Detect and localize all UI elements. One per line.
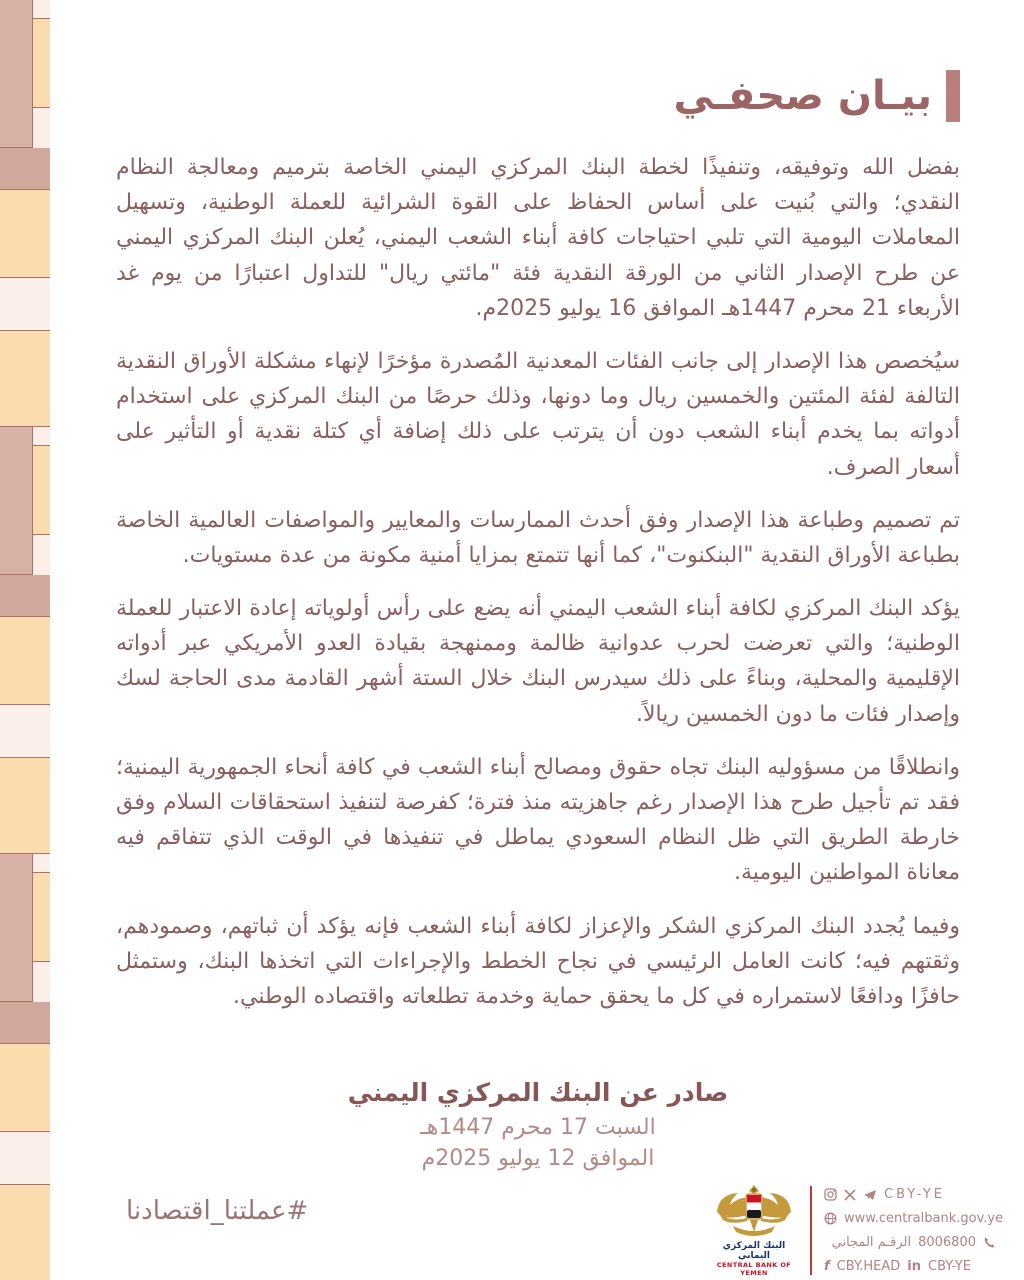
- social-handle: CBY-YE: [884, 1187, 945, 1202]
- mosaic-unit: [0, 854, 50, 1280]
- logo-english-name: CENTRAL BANK OF YEMEN: [716, 1261, 792, 1277]
- phone-icon: [983, 1236, 996, 1249]
- mosaic-block: [0, 148, 50, 190]
- mosaic-unit: [0, 0, 50, 427]
- globe-icon: [824, 1212, 837, 1225]
- footer: [710, 1184, 1004, 1277]
- linkedin-handle: CBY-YE: [928, 1259, 971, 1274]
- facebook-handle: CBY.HEAD: [836, 1259, 901, 1274]
- linkedin-icon: in: [907, 1259, 921, 1274]
- mosaic-block: [33, 445, 50, 534]
- paragraph-3: تم تصميم وطباعة هذا الإصدار وفق أحدث الممارسات والمعايير والمواصفات العالمية الخاصة بطباعة الأوراق النقدية "البنكنوت"، كما أنها تتمتع بمزايا أمنية مكونة من عدة مستويات.: [116, 507, 960, 568]
- contact-block: [824, 1184, 1004, 1277]
- paragraph-5: وانطلاقًا من مسؤوليه البنك تجاه حقوق ومصالح أبناء الشعب في كافة أنحاء الجمهورية اليمنية؛ فقد تم تأجيل طرح هذا الإصدار رغم جاهزيته منذ فترة؛ كفرصة لتنفيذ استحقاقات السلام وفق خارطة الطريق التي ظل النظام السعودي يماطل في تنفيذها في الوقت الذي تتفاقم فيه معاناة المواطنين اليومية.: [116, 754, 960, 886]
- campaign-hashtag: #عملتنا_اقتصادنا: [126, 1196, 309, 1226]
- mosaic-block: [0, 1185, 50, 1280]
- mosaic-block: [0, 1132, 50, 1185]
- x-icon: [844, 1189, 856, 1201]
- mosaic-block: [0, 1044, 50, 1132]
- facebook-icon: f: [824, 1259, 830, 1274]
- yemen-eagle-emblem: [711, 1184, 797, 1236]
- mosaic-block: [0, 705, 50, 758]
- date-gregorian: الموافق 12 يوليو 2025م: [421, 1146, 655, 1171]
- logo-arabic-name: البنك المركزي اليماني: [722, 1241, 786, 1261]
- mosaic-block: [33, 534, 50, 575]
- date-hijri: السبت 17 محرم 1447هـ: [420, 1115, 656, 1140]
- mosaic-block: [0, 190, 50, 278]
- social-handles-line: [824, 1186, 996, 1203]
- phone-number: 8006800: [918, 1235, 976, 1250]
- title-row: [116, 70, 960, 122]
- mosaic-block: [0, 854, 33, 1002]
- website-line: [824, 1210, 1004, 1227]
- mosaic-block: [33, 961, 50, 1002]
- mosaic-block: [0, 0, 33, 148]
- signature-block: [116, 1078, 960, 1177]
- mosaic-block: [33, 427, 50, 445]
- paragraph-6: وفيما يُجدد البنك المركزي الشكر والإعزاز لكافة أبناء الشعب فإنه يؤكد أن ثباتهم، وصمودهم، وثقتهم فيه؛ كانت العامل الرئيسي في نجاح الخطط والإجراءات التي اتخذها البنك، وستمثل حافزًا ودافعًا لاستمراره في كل ما يحقق حماية وخدمة تطلعاته واقتصاده الوطني.: [116, 913, 960, 1009]
- mosaic-block: [33, 854, 50, 872]
- mosaic-unit: [0, 427, 50, 854]
- mosaic-block: [33, 18, 50, 107]
- website-url: www.centralbank.gov.ye: [844, 1211, 1004, 1226]
- instagram-icon: [824, 1188, 837, 1201]
- mosaic-block: [0, 1002, 50, 1044]
- facebook-linkedin-line: [824, 1258, 996, 1275]
- footer-divider: [810, 1186, 812, 1275]
- mosaic-block: [0, 617, 50, 705]
- mosaic-block: [33, 872, 50, 961]
- paragraph-4: يؤكد البنك المركزي لكافة أبناء الشعب اليمني أنه يضع على رأس أولوياته إعادة الاعتبار للعملة الوطنية؛ والتي تعرضت لحرب عدوانية ظالمة وممنهجة بقيادة العدو الأمريكي عبر أدواته الإقليمية والمحلية، وبناءً على ذلك سيدرس البنك خلال الستة أشهر القادمة مدى الحاجة لسك وإصدار فئات ما دون الخمسين ريالاً.: [116, 596, 960, 727]
- mosaic-block: [33, 107, 50, 148]
- mosaic-block: [0, 575, 50, 617]
- mosaic-block: [0, 331, 50, 427]
- mosaic-block: [0, 427, 33, 575]
- phone-label: الرقـم المجاني: [831, 1235, 912, 1250]
- paragraph-2: سيُخصص هذا الإصدار إلى جانب الفئات المعدنية المُصدرة مؤخرًا لإنهاء مشكلة الأوراق النقدية التالفة لفئة المئتين والخمسين ريال وما دونها، وذلك حرصًا من البنك المركزي على استخدام أدواته بما يخدم أبناء الشعب دون أن يترتب على ذلك إضافة أي كتلة نقدية أو التأثير على أسعار الصرف.: [116, 348, 960, 480]
- page-title: بيـان صحفـي: [673, 73, 932, 119]
- central-bank-logo: [710, 1184, 798, 1277]
- mosaic-block: [0, 758, 50, 854]
- phone-line: [824, 1234, 996, 1251]
- title-accent-bar: [946, 70, 960, 122]
- press-release-body: [116, 70, 960, 1032]
- telegram-icon: [863, 1189, 877, 1201]
- mosaic-block: [0, 278, 50, 331]
- mosaic-block: [33, 0, 50, 18]
- issued-by: صادر عن البنك المركزي اليمني: [347, 1078, 729, 1107]
- decorative-mosaic-strip: [0, 0, 50, 1280]
- paragraph-1: بفضل الله وتوفيقه، وتنفيذًا لخطة البنك المركزي اليمني الخاصة بترميم ومعالجة النظام النقدي؛ والتي بُنيت على أساس الحفاظ على القوة الشرائية للعملة الوطنية، وتسهيل المعاملات اليومية التي تلبي احتياجات كافة أبناء الشعب اليمني، يُعلن البنك المركزي اليمني عن طرح الإصدار الثاني من الورقة النقدية فئة "مائتي ريال" للتداول اعتبارًا من يوم غد الأربعاء 21 محرم 1447هـ الموافق 16 يوليو 2025م.: [116, 155, 960, 321]
